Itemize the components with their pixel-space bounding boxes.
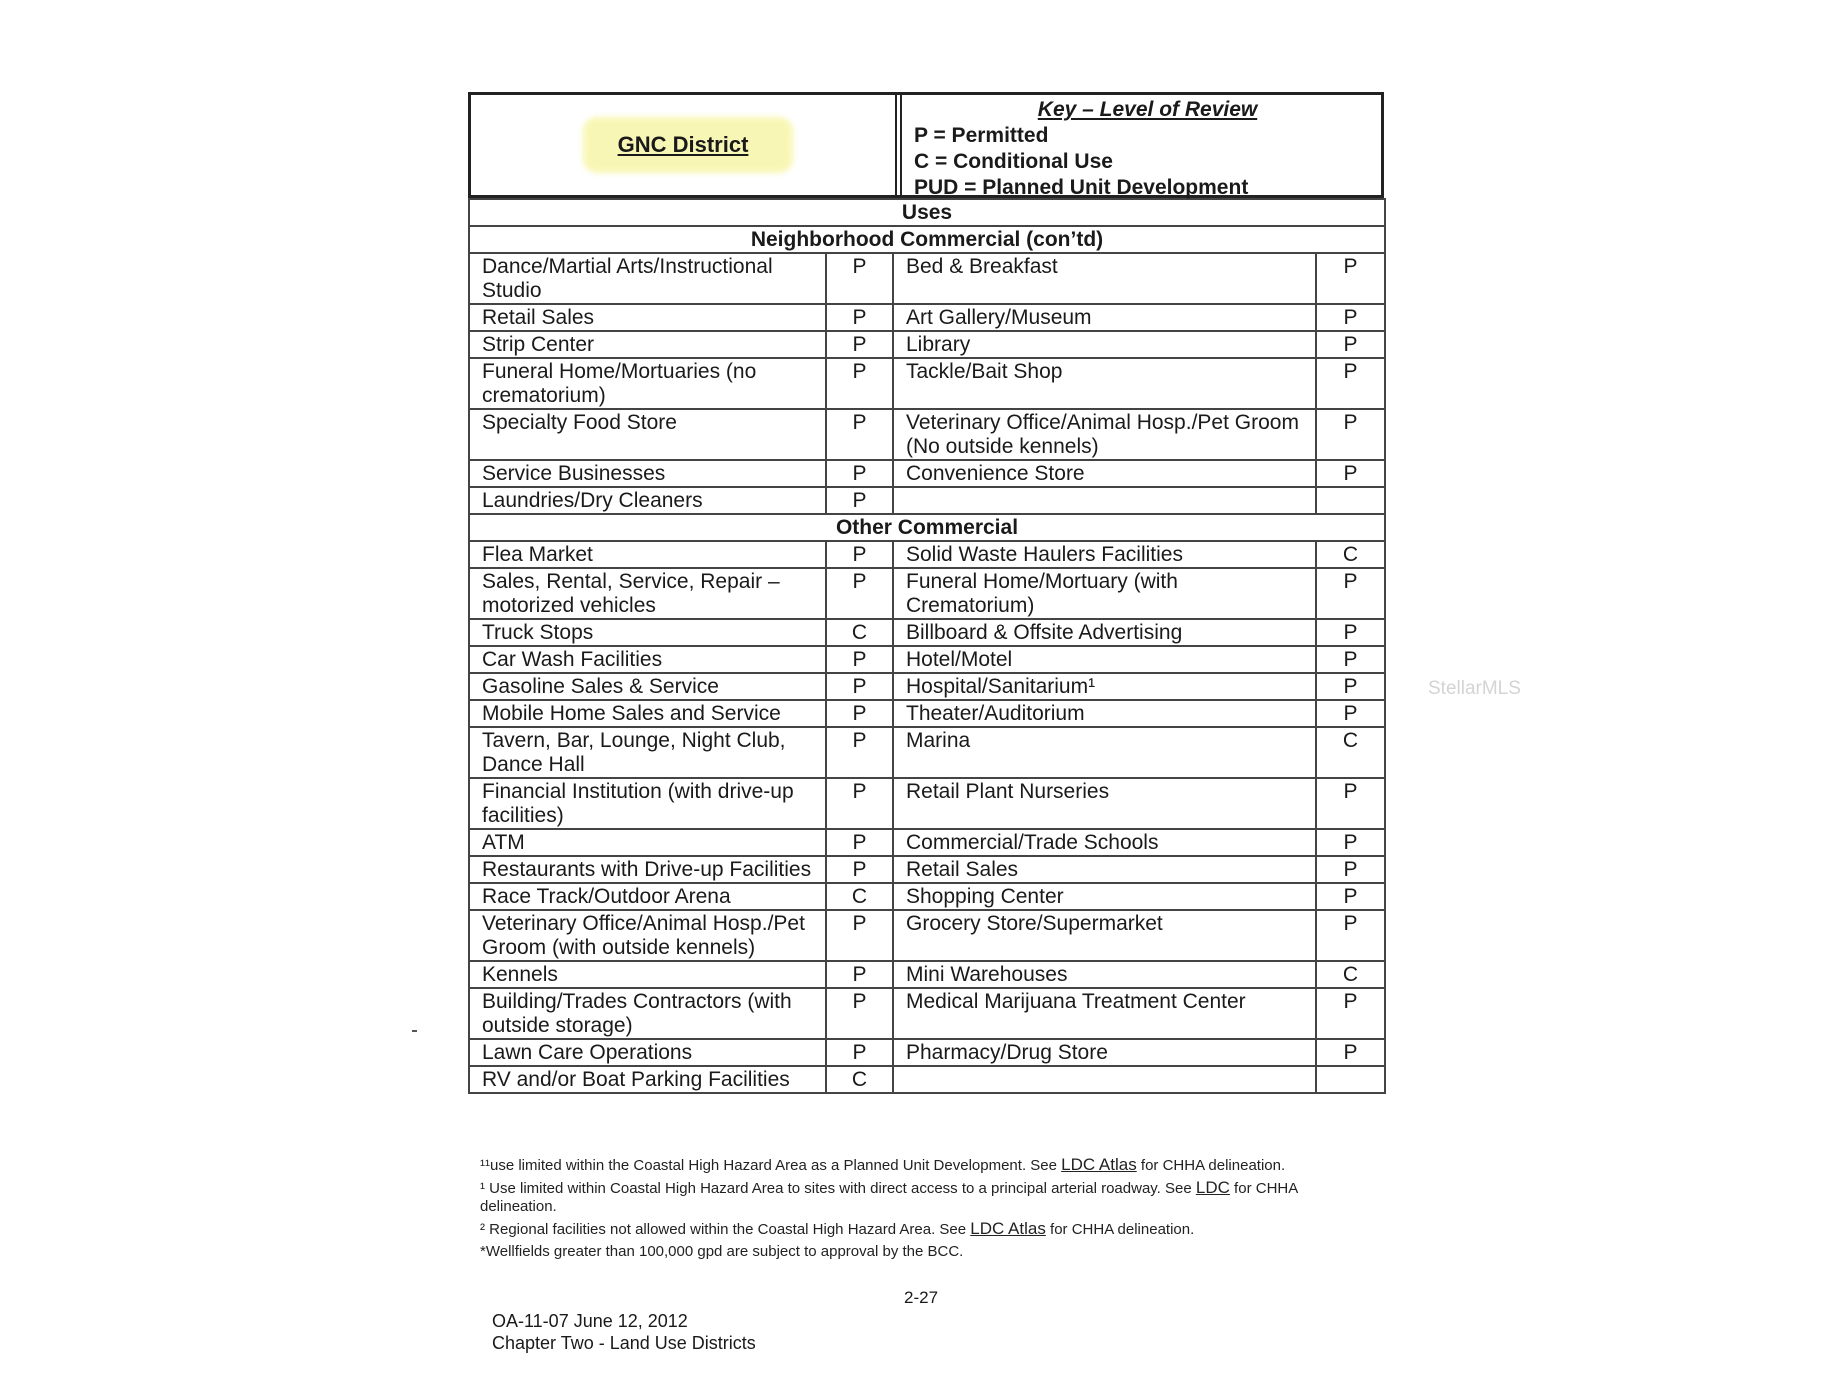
use-name-right: Art Gallery/Museum xyxy=(893,304,1316,331)
review-code-left: P xyxy=(826,727,893,778)
use-name-left: Race Track/Outdoor Arena xyxy=(469,883,826,910)
use-name-right: Grocery Store/Supermarket xyxy=(893,910,1316,961)
page-number: 2-27 xyxy=(904,1288,939,1307)
review-code-left: P xyxy=(826,961,893,988)
use-name-left: Dance/Martial Arts/Instructional Studio xyxy=(469,253,826,304)
review-code-left: P xyxy=(826,910,893,961)
review-code-right: P xyxy=(1316,883,1385,910)
use-name-right: Shopping Center xyxy=(893,883,1316,910)
review-code-left: P xyxy=(826,409,893,460)
review-code-left: P xyxy=(826,460,893,487)
use-name-right: Tackle/Bait Shop xyxy=(893,358,1316,409)
review-code-right: P xyxy=(1316,253,1385,304)
watermark-text: StellarMLS xyxy=(1428,678,1521,699)
footnote-text: ¹ Use limited within Coastal High Hazard Area to sites with direct access to a principal arterial roadway. See xyxy=(480,1180,1196,1197)
section-header-row xyxy=(469,514,1385,541)
section-title: Neighborhood Commercial (con’td) xyxy=(469,226,1385,253)
review-code-left: C xyxy=(826,883,893,910)
footnote xyxy=(480,1220,1360,1239)
table-row xyxy=(469,460,1385,487)
use-name-right: Retail Sales xyxy=(893,856,1316,883)
review-code-right: P xyxy=(1316,910,1385,961)
review-code-left: P xyxy=(826,358,893,409)
review-code-right: P xyxy=(1316,619,1385,646)
use-name-right: Medical Marijuana Treatment Center xyxy=(893,988,1316,1039)
use-name-right: Hotel/Motel xyxy=(893,646,1316,673)
table-row xyxy=(469,304,1385,331)
use-name-right: Convenience Store xyxy=(893,460,1316,487)
review-code-right xyxy=(1316,1066,1385,1093)
key-title: Key – Level of Review xyxy=(1037,98,1258,121)
use-name-left: Service Businesses xyxy=(469,460,826,487)
review-code-right: P xyxy=(1316,331,1385,358)
section-title: Other Commercial xyxy=(469,514,1385,541)
use-name-left: Building/Trades Contractors (with outside storage) xyxy=(469,988,826,1039)
table-row xyxy=(469,1039,1385,1066)
use-name-right: Billboard & Offsite Advertising xyxy=(893,619,1316,646)
footnote-text: ¹¹use limited within the Coastal High Hazard Area as a Planned Unit Development. See xyxy=(480,1157,1062,1174)
review-code-right: P xyxy=(1316,829,1385,856)
footnote xyxy=(480,1179,1360,1216)
review-code-right: P xyxy=(1316,778,1385,829)
use-name-left: Lawn Care Operations xyxy=(469,1039,826,1066)
table-row xyxy=(469,619,1385,646)
table-row xyxy=(469,253,1385,304)
uses-row xyxy=(469,199,1385,226)
table-row xyxy=(469,487,1385,514)
review-code-right: P xyxy=(1316,568,1385,619)
footnote-link[interactable]: LDC Atlas xyxy=(970,1219,1046,1238)
section-header-row xyxy=(469,226,1385,253)
review-code-left: C xyxy=(826,1066,893,1093)
uses-label: Uses xyxy=(469,199,1385,226)
use-name-right xyxy=(893,487,1316,514)
table-row xyxy=(469,409,1385,460)
use-name-left: Financial Institution (with drive-up facilities) xyxy=(469,778,826,829)
use-name-right: Commercial/Trade Schools xyxy=(893,829,1316,856)
review-code-right: P xyxy=(1316,988,1385,1039)
use-name-right: Veterinary Office/Animal Hosp./Pet Groom (No outside kennels) xyxy=(893,409,1316,460)
table-row xyxy=(469,673,1385,700)
use-name-left: ATM xyxy=(469,829,826,856)
uses-table xyxy=(468,198,1386,1094)
use-name-right: Hospital/Sanitarium¹ xyxy=(893,673,1316,700)
use-name-right xyxy=(893,1066,1316,1093)
use-name-right: Pharmacy/Drug Store xyxy=(893,1039,1316,1066)
review-code-right: C xyxy=(1316,961,1385,988)
table-row xyxy=(469,568,1385,619)
review-code-right xyxy=(1316,487,1385,514)
use-name-left: Mobile Home Sales and Service xyxy=(469,700,826,727)
review-code-right: P xyxy=(1316,700,1385,727)
use-name-right: Theater/Auditorium xyxy=(893,700,1316,727)
table-row xyxy=(469,541,1385,568)
table-row xyxy=(469,727,1385,778)
footnote-link[interactable]: LDC Atlas xyxy=(1061,1155,1137,1174)
table-row xyxy=(469,856,1385,883)
review-code-right: P xyxy=(1316,409,1385,460)
table-row xyxy=(469,988,1385,1039)
review-code-left: P xyxy=(826,253,893,304)
footnote-suffix: for CHHA delineation. xyxy=(480,1180,1298,1215)
footnote xyxy=(480,1243,1360,1261)
footer-ordinance: OA-11-07 June 12, 2012 xyxy=(492,1311,688,1331)
review-code-left: P xyxy=(826,541,893,568)
review-code-right: P xyxy=(1316,358,1385,409)
table-row xyxy=(469,1066,1385,1093)
key-cell xyxy=(902,95,1381,199)
table-row xyxy=(469,778,1385,829)
review-code-right: C xyxy=(1316,727,1385,778)
use-name-left: Truck Stops xyxy=(469,619,826,646)
review-code-left: P xyxy=(826,331,893,358)
review-code-right: P xyxy=(1316,856,1385,883)
key-conditional: C = Conditional Use xyxy=(914,150,1113,173)
use-name-left: Restaurants with Drive-up Facilities xyxy=(469,856,826,883)
use-name-left: Sales, Rental, Service, Repair – motorized vehicles xyxy=(469,568,826,619)
review-code-left: C xyxy=(826,619,893,646)
footnote xyxy=(480,1156,1360,1175)
use-name-right: Funeral Home/Mortuary (with Crematorium) xyxy=(893,568,1316,619)
use-name-right: Solid Waste Haulers Facilities xyxy=(893,541,1316,568)
district-title: GNC District xyxy=(617,132,749,157)
review-code-left: P xyxy=(826,988,893,1039)
use-name-left: Kennels xyxy=(469,961,826,988)
table-row xyxy=(469,829,1385,856)
review-code-right: C xyxy=(1316,541,1385,568)
review-code-right: P xyxy=(1316,460,1385,487)
table-row xyxy=(469,883,1385,910)
review-code-left: P xyxy=(826,673,893,700)
use-name-left: Strip Center xyxy=(469,331,826,358)
footnote-link[interactable]: LDC xyxy=(1195,1178,1230,1197)
review-code-left: P xyxy=(826,856,893,883)
review-code-left: P xyxy=(826,829,893,856)
use-name-left: Specialty Food Store xyxy=(469,409,826,460)
land-use-table-document xyxy=(468,92,1384,1094)
footer xyxy=(492,1310,756,1354)
review-code-right: P xyxy=(1316,646,1385,673)
table-row xyxy=(469,961,1385,988)
stray-mark xyxy=(412,1030,417,1032)
review-code-left: P xyxy=(826,646,893,673)
district-cell xyxy=(471,95,902,195)
use-name-left: Laundries/Dry Cleaners xyxy=(469,487,826,514)
use-name-left: Gasoline Sales & Service xyxy=(469,673,826,700)
footnote-suffix: for CHHA delineation. xyxy=(1136,1157,1286,1174)
footnotes xyxy=(480,1156,1360,1265)
table-row xyxy=(469,646,1385,673)
review-code-left: P xyxy=(826,304,893,331)
use-name-left: Veterinary Office/Animal Hosp./Pet Groom (with outside kennels) xyxy=(469,910,826,961)
table-row xyxy=(469,910,1385,961)
review-code-left: P xyxy=(826,1039,893,1066)
footnote-text: *Wellfields greater than 100,000 gpd are subject to approval by the BCC. xyxy=(480,1243,964,1260)
review-code-left: P xyxy=(826,778,893,829)
table-row xyxy=(469,331,1385,358)
review-code-left: P xyxy=(826,568,893,619)
review-code-left: P xyxy=(826,700,893,727)
use-name-right: Library xyxy=(893,331,1316,358)
key-permitted: P = Permitted xyxy=(914,124,1049,147)
use-name-right: Marina xyxy=(893,727,1316,778)
use-name-left: Funeral Home/Mortuaries (no crematorium) xyxy=(469,358,826,409)
table-row xyxy=(469,358,1385,409)
review-code-right: P xyxy=(1316,1039,1385,1066)
use-name-left: Flea Market xyxy=(469,541,826,568)
footnote-text: ² Regional facilities not allowed within the Coastal High Hazard Area. See xyxy=(480,1221,971,1238)
key-pud: PUD = Planned Unit Development xyxy=(914,176,1249,199)
review-code-right: P xyxy=(1316,304,1385,331)
use-name-left: Retail Sales xyxy=(469,304,826,331)
use-name-left: Tavern, Bar, Lounge, Night Club, Dance Hall xyxy=(469,727,826,778)
table-row xyxy=(469,700,1385,727)
review-code-right: P xyxy=(1316,673,1385,700)
use-name-left: RV and/or Boat Parking Facilities xyxy=(469,1066,826,1093)
footnote-suffix: for CHHA delineation. xyxy=(1045,1221,1195,1238)
footer-chapter: Chapter Two - Land Use Districts xyxy=(492,1333,756,1353)
use-name-right: Bed & Breakfast xyxy=(893,253,1316,304)
table-header xyxy=(468,92,1384,198)
use-name-left: Car Wash Facilities xyxy=(469,646,826,673)
review-code-left: P xyxy=(826,487,893,514)
use-name-right: Retail Plant Nurseries xyxy=(893,778,1316,829)
use-name-right: Mini Warehouses xyxy=(893,961,1316,988)
